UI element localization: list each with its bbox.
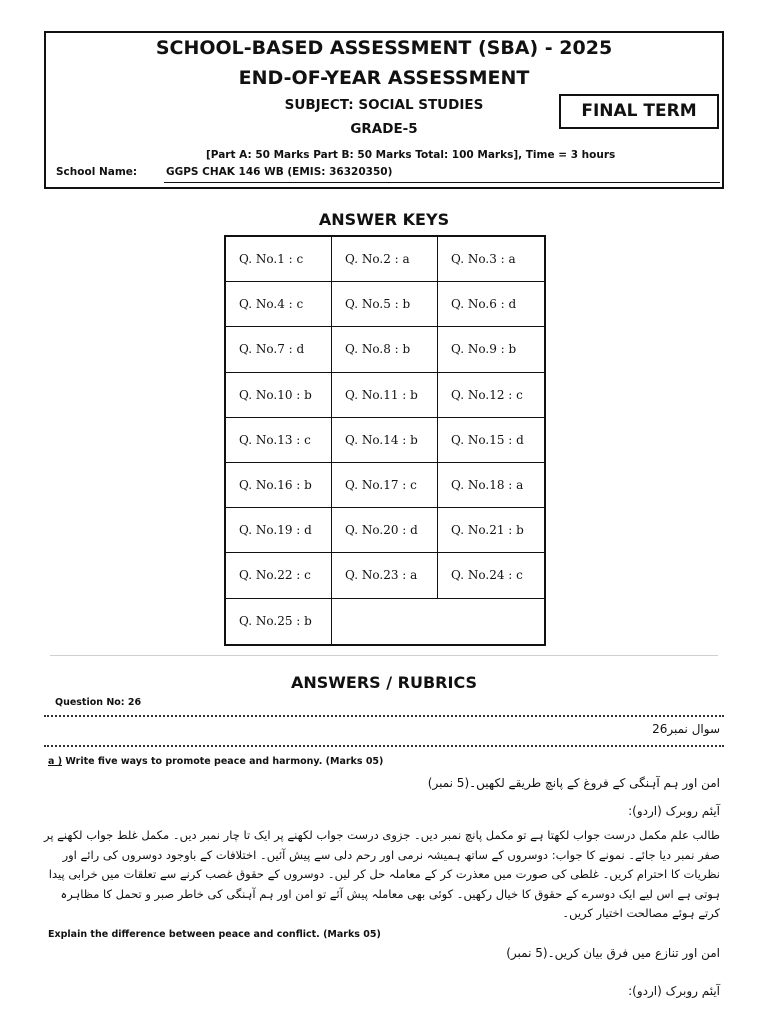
answer-cell: Q. No.18 : a xyxy=(438,463,544,508)
answer-cell: Q. No.12 : c xyxy=(438,373,544,418)
table-row xyxy=(226,508,544,553)
answer-cell: Q. No.3 : a xyxy=(438,237,544,282)
part-a-text: Write five ways to promote peace and harmony. (Marks 05) xyxy=(62,756,384,767)
answer-cell: Q. No.24 : c xyxy=(438,553,544,598)
assessment-title: SCHOOL-BASED ASSESSMENT (SBA) - 2025 xyxy=(155,37,613,59)
marks-info: [Part A: 50 Marks Part B: 50 Marks Total: 100 Marks], Time = 3 hours xyxy=(206,149,616,161)
grade-label: GRADE-5 xyxy=(350,121,418,137)
question-number: Question No: 26 xyxy=(55,697,142,708)
table-row xyxy=(226,237,544,282)
part-a-question xyxy=(48,756,383,767)
answer-cell: Q. No.20 : d xyxy=(332,508,438,553)
answer-cell: Q. No.9 : b xyxy=(438,327,544,372)
answer-cell: Q. No.2 : a xyxy=(332,237,438,282)
table-row xyxy=(226,282,544,327)
answer-cell: Q. No.6 : d xyxy=(438,282,544,327)
answer-cell: Q. No.7 : d xyxy=(226,327,332,372)
assessment-subtitle: END-OF-YEAR ASSESSMENT xyxy=(238,67,530,89)
school-name-label: School Name: xyxy=(56,166,138,178)
empty-cell xyxy=(332,599,544,644)
table-row xyxy=(226,373,544,418)
answer-cell: Q. No.22 : c xyxy=(226,553,332,598)
urdu-rubric-body: طالب علم مکمل درست جواب لکھتا ہے تو مکمل پانچ نمبر دیں۔ جزوی درست جواب لکھنے پر ایک تا چار نمبر دیں۔ مکمل غلط جواب لکھنے پر صفر نمبر دیا جائے۔ نمونے کا جواب: دوسروں کے ساتھ ہمیشہ نرمی اور رحم دلی سے پیش آئیں۔ اختلافات کے باوجود دوسروں کی رائے اور نظریات کا احترام کریں۔ غلطی کی صورت میں معذرت کر کے معاملہ حل کر لیں۔ دوسروں کے حقوق غصب کرنے سے تعلقات میں خرابی پیدا ہوتی ہے اس لیے ایک دوسرے کے حقوق کا خیال رکھیں۔ کوئی بھی معاملہ پیش آئے تو امن اور ہم آہنگی کی خاطر صبر و تحمل کا مظاہرہ کرتے ہوئے مصالحت اختیار کریں۔ xyxy=(43,828,720,920)
school-name-underline xyxy=(164,182,720,183)
answer-cell: Q. No.8 : b xyxy=(332,327,438,372)
answer-cell: Q. No.13 : c xyxy=(226,418,332,463)
answer-cell: Q. No.5 : b xyxy=(332,282,438,327)
answer-cell: Q. No.1 : c xyxy=(226,237,332,282)
answer-cell: Q. No.4 : c xyxy=(226,282,332,327)
table-row xyxy=(226,599,544,644)
answer-cell: Q. No.23 : a xyxy=(332,553,438,598)
table-row xyxy=(226,553,544,598)
urdu-part-a-question: امن اور ہم آہنگی کے فروغ کے پانچ طریقے لکھیں۔(5 نمبر) xyxy=(427,776,720,790)
table-row xyxy=(226,418,544,463)
section-divider xyxy=(50,655,718,656)
answer-cell: Q. No.11 : b xyxy=(332,373,438,418)
answer-keys-table xyxy=(224,235,546,646)
dotted-divider xyxy=(44,745,724,747)
urdu-rubric-label: آیئم روبرک (اردو): xyxy=(628,984,720,998)
answer-cell: Q. No.19 : d xyxy=(226,508,332,553)
answer-keys-title: ANSWER KEYS xyxy=(318,210,450,229)
answer-cell: Q. No.25 : b xyxy=(226,599,332,644)
part-b-question: Explain the difference between peace and conflict. (Marks 05) xyxy=(48,929,381,940)
table-row xyxy=(226,327,544,372)
term-badge: FINAL TERM xyxy=(559,94,719,129)
answer-cell: Q. No.16 : b xyxy=(226,463,332,508)
dotted-divider xyxy=(44,715,724,717)
urdu-question-number: سوال نمبر26 xyxy=(652,722,720,736)
answer-cell: Q. No.17 : c xyxy=(332,463,438,508)
rubrics-title: ANSWERS / RUBRICS xyxy=(290,673,478,692)
part-a-tag: a ) xyxy=(48,756,63,767)
urdu-part-b-question: امن اور تنازع میں فرق بیان کریں۔(5 نمبر) xyxy=(506,946,720,960)
school-name-value: GGPS CHAK 146 WB (EMIS: 36320350) xyxy=(166,166,393,178)
answer-cell: Q. No.21 : b xyxy=(438,508,544,553)
header-box xyxy=(44,31,724,189)
answer-cell: Q. No.14 : b xyxy=(332,418,438,463)
urdu-rubric-label: آیئم روبرک (اردو): xyxy=(628,804,720,818)
subject-label: SUBJECT: SOCIAL STUDIES xyxy=(284,97,484,113)
answer-cell: Q. No.15 : d xyxy=(438,418,544,463)
answer-cell: Q. No.10 : b xyxy=(226,373,332,418)
table-row xyxy=(226,463,544,508)
